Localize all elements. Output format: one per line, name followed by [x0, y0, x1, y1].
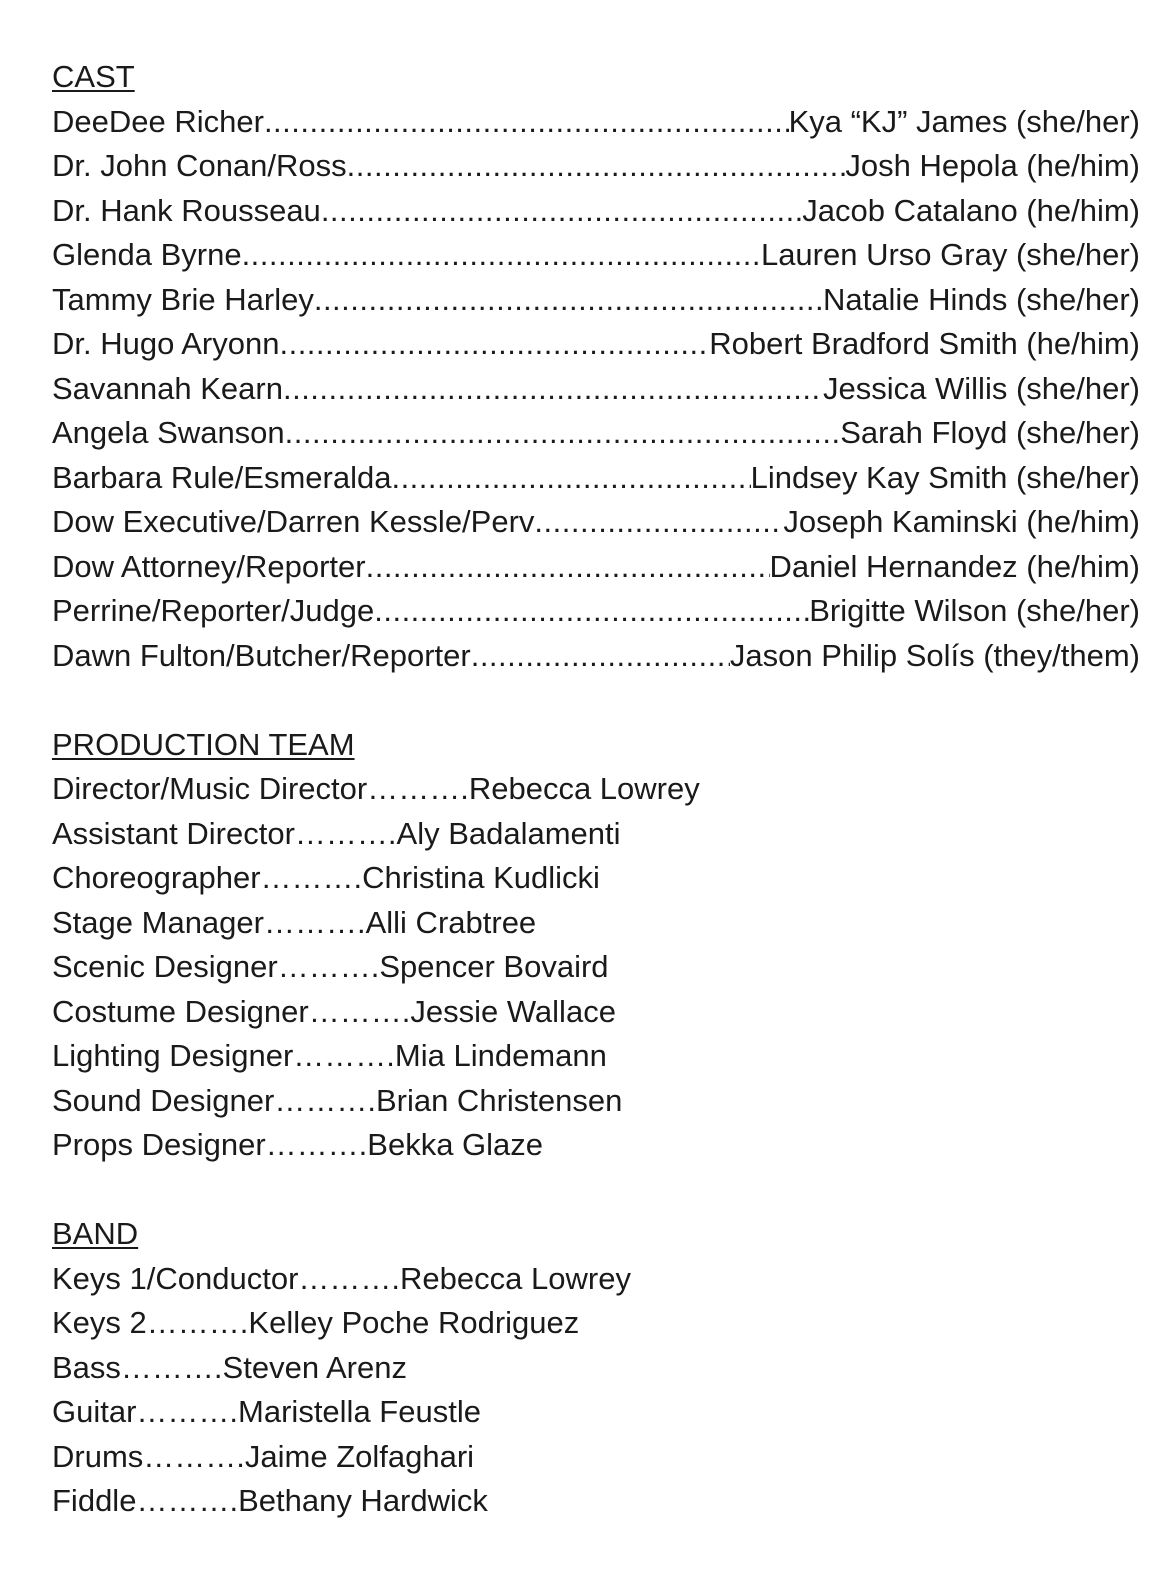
cast-entry	[52, 233, 1140, 278]
dot-leader: ……….	[136, 1483, 239, 1518]
production-team-heading: PRODUCTION TEAM	[52, 726, 355, 762]
dot-leader: ……….	[274, 1082, 376, 1118]
band-role: Keys 1/Conductor	[52, 1260, 299, 1296]
dot-leader	[321, 189, 802, 234]
dot-leader	[264, 100, 789, 145]
cast-section	[52, 55, 1142, 678]
crew-entry	[52, 1034, 1142, 1079]
crew-name: Rebecca Lowrey	[468, 771, 700, 806]
cast-actor: Robert Bradford Smith (he/him)	[709, 326, 1140, 361]
dot-leader	[285, 411, 841, 456]
dot-leader: ……….	[308, 993, 411, 1029]
section-spacer	[52, 678, 1142, 723]
dot-leader: ……….	[265, 1127, 368, 1162]
dot-leader: ……….	[294, 815, 397, 851]
dot-leader	[534, 500, 783, 545]
cast-entry	[52, 500, 1140, 545]
crew-role: Sound Designer	[52, 1082, 275, 1118]
dot-leader	[279, 322, 709, 367]
cast-role: Dow Attorney/Reporter	[52, 548, 366, 584]
band-role: Bass	[52, 1349, 121, 1385]
band-role: Fiddle	[52, 1483, 137, 1518]
band-member-name: Kelley Poche Rodriguez	[248, 1305, 580, 1340]
cast-role: Dr. John Conan/Ross	[52, 148, 347, 183]
band-member-name: Bethany Hardwick	[238, 1483, 488, 1518]
dot-leader: ……….	[293, 1038, 395, 1073]
dot-leader	[374, 589, 809, 634]
dot-leader: ……….	[146, 1305, 249, 1340]
cast-role: Dr. Hank Rousseau	[52, 192, 321, 228]
dot-leader	[347, 144, 846, 189]
cast-actor: Joseph Kaminski (he/him)	[783, 504, 1140, 539]
crew-role: Scenic Designer	[52, 949, 278, 984]
crew-name: Aly Badalamenti	[396, 815, 621, 851]
band-entry	[52, 1257, 1142, 1302]
crew-entry	[52, 901, 1142, 946]
cast-actor: Sarah Floyd (she/her)	[840, 415, 1140, 450]
dot-leader: ……….	[143, 1438, 245, 1474]
cast-entry	[52, 545, 1140, 590]
band-entry	[52, 1435, 1142, 1480]
dot-leader: ……….	[136, 1394, 239, 1429]
cast-entry	[52, 189, 1140, 234]
cast-role: Barbara Rule/Esmeralda	[52, 459, 392, 495]
band-entry	[52, 1479, 1142, 1524]
cast-actor: Lauren Urso Gray (she/her)	[760, 237, 1140, 272]
dot-leader	[471, 634, 730, 679]
band-heading: BAND	[52, 1216, 139, 1251]
cast-actor: Daniel Hernandez (he/him)	[769, 548, 1140, 584]
cast-role: Dawn Fulton/Butcher/Reporter	[52, 637, 471, 673]
crew-role: Assistant Director	[52, 815, 295, 851]
cast-entry	[52, 278, 1140, 323]
crew-entry	[52, 945, 1142, 990]
cast-actor: Jacob Catalano (he/him)	[802, 192, 1140, 228]
band-list	[52, 1257, 1142, 1524]
crew-role: Choreographer	[52, 860, 261, 895]
crew-entry	[52, 990, 1142, 1035]
cast-entry	[52, 456, 1140, 501]
cast-role: Perrine/Reporter/Judge	[52, 593, 375, 628]
band-role: Drums	[52, 1438, 144, 1474]
band-role: Keys 2	[52, 1305, 147, 1340]
dot-leader	[242, 233, 761, 278]
band-entry	[52, 1390, 1142, 1435]
cast-entry	[52, 589, 1140, 634]
crew-role: Director/Music Director	[52, 771, 368, 806]
production-team-list	[52, 767, 1142, 1168]
crew-name: Spencer Bovaird	[379, 949, 609, 984]
crew-name: Jessie Wallace	[410, 993, 616, 1029]
cast-role: Tammy Brie Harley	[52, 281, 314, 317]
dot-leader: ……….	[367, 771, 469, 806]
cast-actor: Jessica Willis (she/her)	[823, 370, 1140, 406]
crew-role: Stage Manager	[52, 904, 264, 940]
dot-leader	[283, 367, 823, 412]
crew-entry	[52, 1123, 1142, 1168]
cast-role: Glenda Byrne	[52, 237, 242, 272]
band-member-name: Maristella Feustle	[238, 1394, 481, 1429]
band-section	[52, 1212, 1142, 1524]
cast-entry	[52, 411, 1140, 456]
cast-role: DeeDee Richer	[52, 103, 264, 139]
dot-leader: ……….	[260, 860, 363, 895]
dot-leader: ……….	[120, 1349, 223, 1385]
cast-actor: Kya “KJ” James (she/her)	[788, 103, 1140, 139]
cast-entry	[52, 100, 1140, 145]
crew-name: Alli Crabtree	[365, 904, 537, 940]
crew-entry	[52, 767, 1142, 812]
dot-leader: ……….	[263, 904, 366, 940]
cast-role: Dow Executive/Darren Kessle/Perv	[52, 504, 535, 539]
dot-leader	[391, 456, 750, 501]
cast-actor: Lindsey Kay Smith (she/her)	[750, 459, 1140, 495]
program-credits-page	[52, 55, 1142, 1524]
dot-leader: ……….	[277, 949, 380, 984]
cast-role: Dr. Hugo Aryonn	[52, 326, 280, 361]
band-member-name: Jaime Zolfaghari	[244, 1438, 475, 1474]
cast-heading: CAST	[52, 59, 135, 94]
band-role: Guitar	[52, 1394, 137, 1429]
cast-entry	[52, 144, 1140, 189]
cast-role: Angela Swanson	[52, 415, 285, 450]
cast-entry	[52, 322, 1140, 367]
cast-entry	[52, 634, 1140, 679]
crew-name: Brian Christensen	[375, 1082, 623, 1118]
band-entry	[52, 1346, 1142, 1391]
crew-role: Costume Designer	[52, 993, 309, 1029]
cast-actor: Brigitte Wilson (she/her)	[809, 593, 1140, 628]
cast-actor: Natalie Hinds (she/her)	[822, 281, 1140, 317]
dot-leader: ……….	[298, 1260, 401, 1296]
crew-entry	[52, 1079, 1142, 1124]
band-member-name: Rebecca Lowrey	[400, 1260, 631, 1296]
band-entry	[52, 1301, 1142, 1346]
production-team-section	[52, 723, 1142, 1168]
crew-entry	[52, 812, 1142, 857]
crew-role: Props Designer	[52, 1127, 266, 1162]
crew-name: Christina Kudlicki	[362, 860, 600, 895]
cast-actor: Josh Hepola (he/him)	[845, 148, 1140, 183]
dot-leader	[366, 545, 770, 590]
crew-name: Mia Lindemann	[394, 1038, 607, 1073]
band-member-name: Steven Arenz	[222, 1349, 407, 1385]
cast-entry	[52, 367, 1140, 412]
cast-actor: Jason Philip Solís (they/them)	[729, 637, 1140, 673]
crew-role: Lighting Designer	[52, 1038, 294, 1073]
dot-leader	[314, 278, 823, 323]
cast-list	[52, 100, 1142, 679]
section-spacer	[52, 1168, 1142, 1213]
cast-role: Savannah Kearn	[52, 370, 283, 406]
crew-name: Bekka Glaze	[367, 1127, 544, 1162]
crew-entry	[52, 856, 1142, 901]
